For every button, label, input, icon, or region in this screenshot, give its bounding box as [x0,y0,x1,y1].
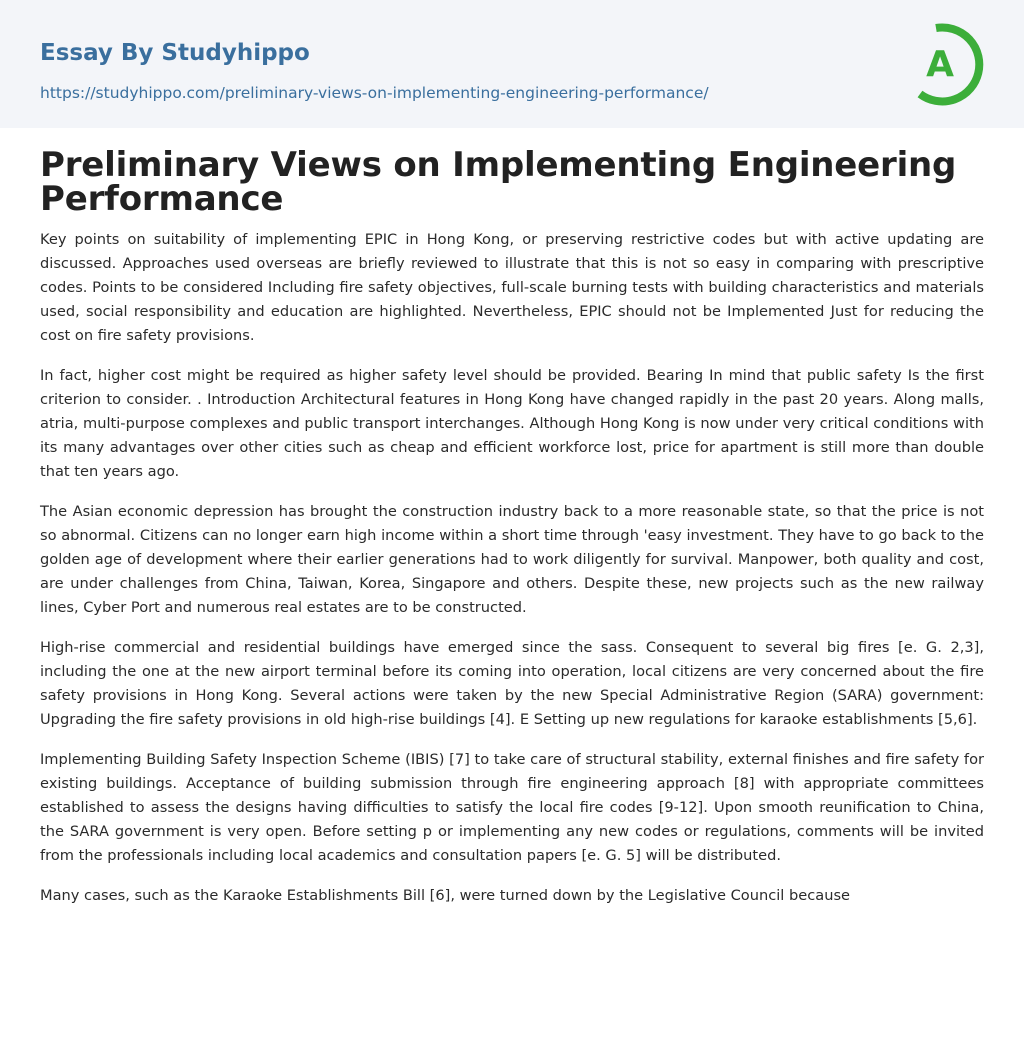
site-brand[interactable]: Essay By Studyhippo [40,40,310,66]
essay-paragraph: In fact, higher cost might be required as higher safety level should be provided. Bearing In mind that public safety Is the first criterion to consider. . Introduction Architectural features in Hong Kong have changed rapidly in the past 20 years. Along malls, atria, multi-purpose complexes and public transport interchanges. Although Hong Kong is now under very critical conditions with its many advantages over other cities such as cheap and efficient workforce lost, price for apartment is still more than double that ten years ago. [40,367,984,480]
essay-url-link[interactable]: https://studyhippo.com/preliminary-views-on-implementing-engineering-performance/ [40,84,709,102]
essay-paragraph: Many cases, such as the Karaoke Establishments Bill [6], were turned down by the Legislative Council because [40,887,851,904]
essay-paragraph: Key points on suitability of implementing EPIC in Hong Kong, or preserving restrictive codes but with active updating are discussed. Approaches used overseas are briefly reviewed to illustrate that this is not so easy in comparing with prescriptive codes. Points to be considered Including fire safety objectives, full-scale burning tests with building characteristics and materials used, social responsibility and education are highlighted. Nevertheless, EPIC should not be Implemented Just for reducing the cost on fire safety provisions. [40,231,984,344]
page-header [0,0,1024,128]
page-title: Preliminary Views on Implementing Engineering Performance [40,145,957,219]
essay-paragraph: High-rise commercial and residential buildings have emerged since the sass. Consequent to several big fires [e. G. 2,3], including the one at the new airport terminal before its coming into operation, local citizens are very concerned about the fire safety provisions in Hong Kong. Several actions were taken by the new Special Administrative Region (SARA) government: Upgrading the fire safety provisions in old high-rise buildings [4]. E Setting up new regulations for karaoke establishments [5,6]. [40,639,984,728]
article [40,145,984,924]
essay-body [40,228,984,908]
essay-paragraph: Implementing Building Safety Inspection Scheme (IBIS) [7] to take care of structural stability, external finishes and fire safety for existing buildings. Acceptance of building submission through fire engineering approach [8] with appropriate committees established to assess the designs having difficulties to satisfy the local fire codes [9-12]. Upon smooth reunification to China, the SARA government is very open. Before setting p or implementing any new codes or regulations, comments will be invited from the professionals including local academics and consultation papers [e. G. 5] will be distributed. [40,751,984,864]
essay-paragraph: The Asian economic depression has brought the construction industry back to a more reasonable state, so that the price is not so abnormal. Citizens can no longer earn high income within a short time through 'easy investment. They have to go back to the golden age of development where their earlier generations had to work diligently for survival. Manpower, both quality and cost, are under challenges from China, Taiwan, Korea, Singapore and others. Despite these, new projects such as the new railway lines, Cyber Port and numerous real estates are to be constructed. [40,503,984,616]
logo-letter: A [926,44,954,85]
studyhippo-logo-icon[interactable] [910,18,988,106]
